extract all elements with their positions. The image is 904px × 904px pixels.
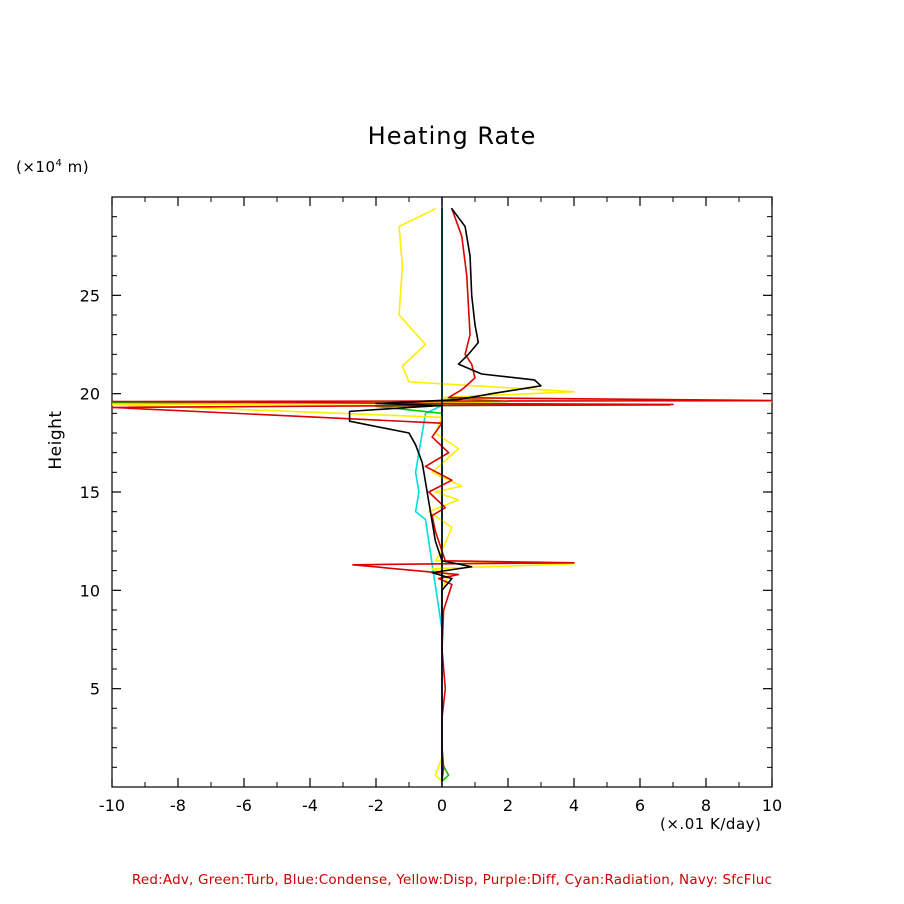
y-tick-label: 25 xyxy=(79,286,100,306)
x-tick-label: -10 xyxy=(98,796,126,815)
page-title: Heating Rate xyxy=(367,122,537,150)
y-tick-label: 20 xyxy=(79,384,100,404)
x-tick-label: 2 xyxy=(502,796,514,815)
x-tick-label: -4 xyxy=(302,796,318,815)
series-line-radiation xyxy=(416,209,508,781)
x-tick-label: -2 xyxy=(368,796,384,815)
y-tick-label: 10 xyxy=(79,581,100,601)
x-tick-label: 10 xyxy=(761,796,783,815)
x-tick-label: -8 xyxy=(170,796,186,815)
series-line-turb xyxy=(112,209,670,781)
x-tick-label: 0 xyxy=(436,796,448,815)
series-group xyxy=(112,197,772,787)
x-axis-unit-label: (×.01 K/day) xyxy=(660,815,762,833)
y-axis-title: Height xyxy=(46,410,66,470)
y-tick-label: 5 xyxy=(89,679,100,699)
x-tick-label: 6 xyxy=(634,796,646,815)
x-tick-label: -6 xyxy=(236,796,252,815)
y-axis-unit-exponent: 4 xyxy=(55,158,63,169)
x-tick-label: 4 xyxy=(568,796,580,815)
legend-caption: Red:Adv, Green:Turb, Blue:Condense, Yellow:Disp, Purple:Diff, Cyan:Radiation, Navy: SfcFluc xyxy=(131,872,773,888)
y-axis-unit-suffix: m) xyxy=(62,158,90,176)
y-axis-unit-prefix: (×10 xyxy=(16,158,56,176)
y-tick-label: 15 xyxy=(79,483,100,502)
x-tick-label: 8 xyxy=(700,796,712,815)
